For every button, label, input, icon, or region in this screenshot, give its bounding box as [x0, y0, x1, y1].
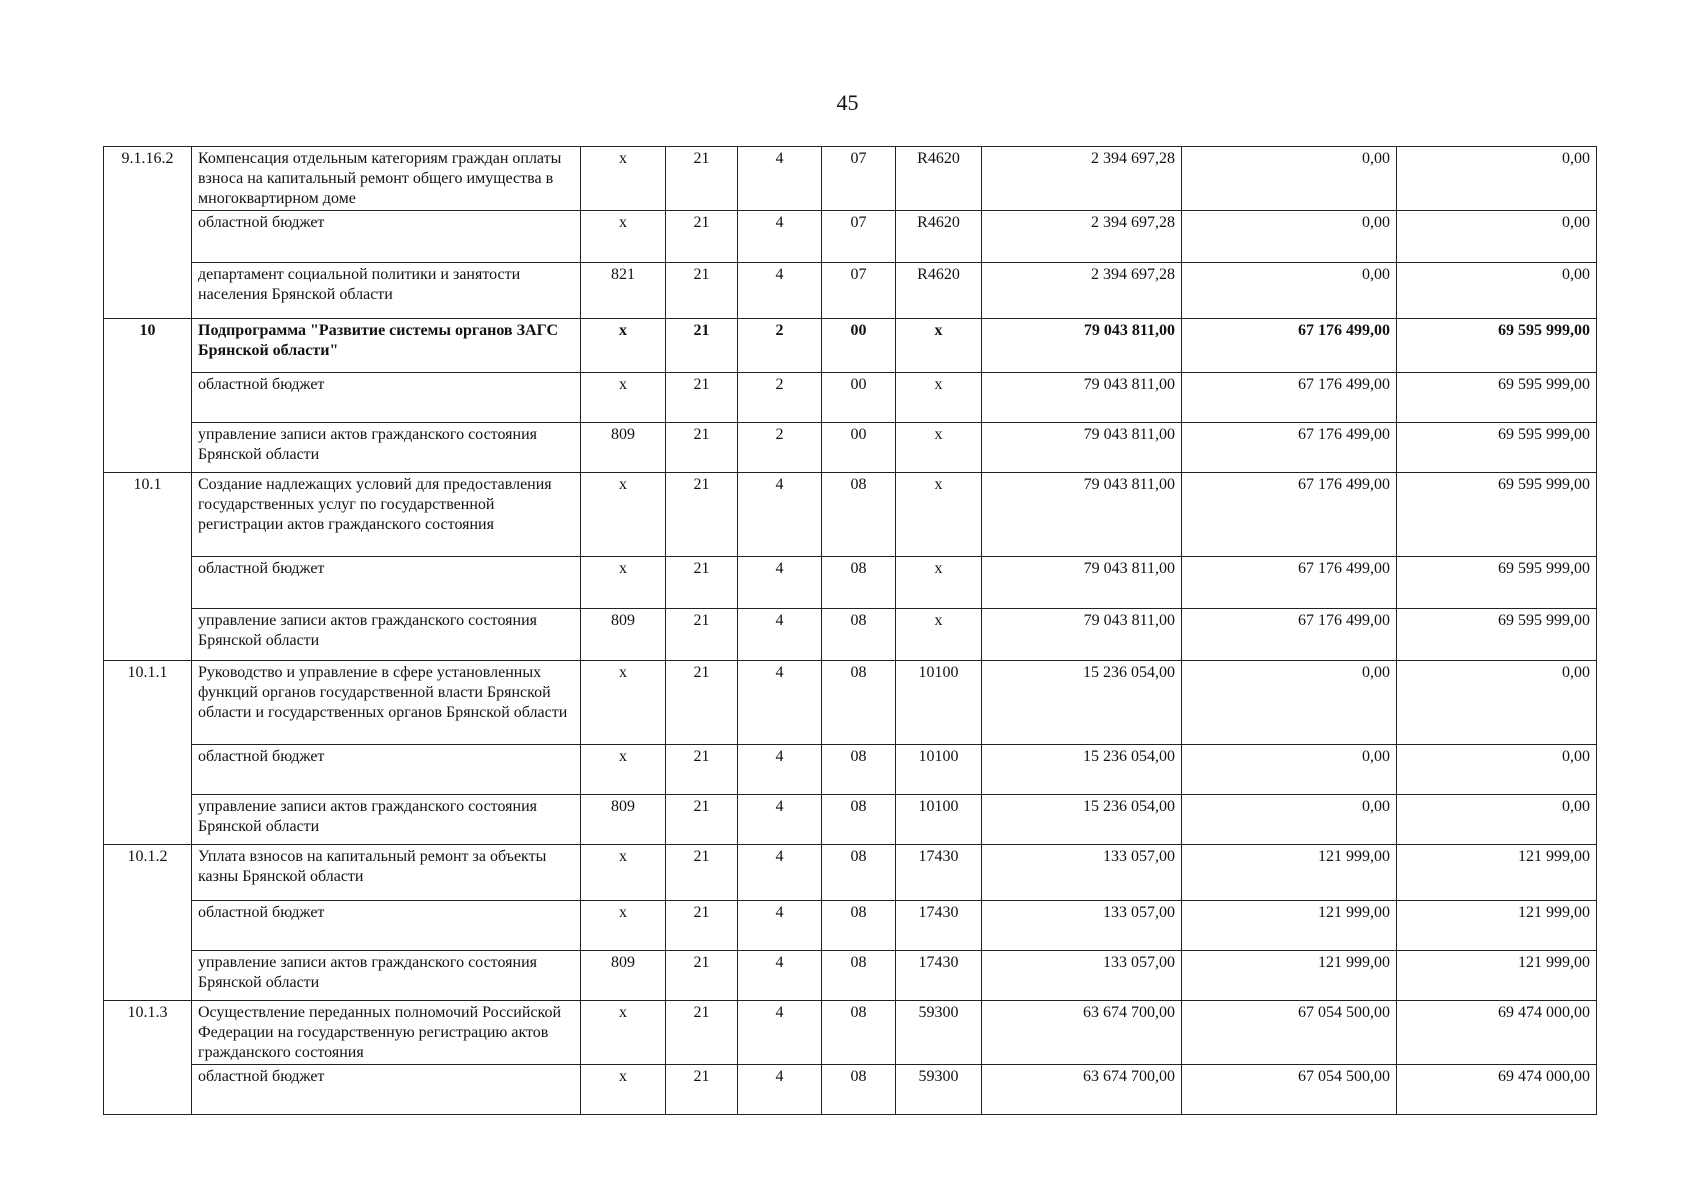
amount-cell: 69 474 000,00 — [1397, 1065, 1597, 1115]
table-row — [104, 319, 1597, 373]
amount-cell: 0,00 — [1397, 147, 1597, 211]
code-cell: R4620 — [896, 263, 982, 319]
code-cell: х — [896, 319, 982, 373]
amount-cell: 69 595 999,00 — [1397, 473, 1597, 557]
code-cell: 4 — [738, 211, 822, 263]
grbs-cell: 809 — [581, 795, 666, 845]
grbs-cell: х — [581, 745, 666, 795]
code-cell: 21 — [666, 423, 738, 473]
code-cell: 4 — [738, 263, 822, 319]
table-body — [104, 147, 1597, 1115]
amount-cell: 67 176 499,00 — [1182, 609, 1397, 661]
code-cell: 10100 — [896, 795, 982, 845]
code-cell: 21 — [666, 845, 738, 901]
code-cell: 59300 — [896, 1001, 982, 1065]
amount-cell: 121 999,00 — [1397, 951, 1597, 1001]
code-cell: 21 — [666, 901, 738, 951]
amount-cell: 79 043 811,00 — [982, 473, 1182, 557]
amount-cell: 67 054 500,00 — [1182, 1001, 1397, 1065]
amount-cell: 69 595 999,00 — [1397, 319, 1597, 373]
code-cell: 08 — [822, 1065, 896, 1115]
item-name: областной бюджет — [192, 901, 581, 951]
code-cell: х — [896, 373, 982, 423]
item-name: областной бюджет — [192, 557, 581, 609]
table-row — [104, 211, 1597, 263]
grbs-cell: х — [581, 211, 666, 263]
code-cell: 17430 — [896, 901, 982, 951]
code-cell: 17430 — [896, 951, 982, 1001]
amount-cell: 69 595 999,00 — [1397, 609, 1597, 661]
table-row — [104, 661, 1597, 745]
item-name: областной бюджет — [192, 1065, 581, 1115]
code-cell: 4 — [738, 473, 822, 557]
code-cell: 08 — [822, 795, 896, 845]
item-name: управление записи актов гражданского состояния Брянской области — [192, 951, 581, 1001]
code-cell: 08 — [822, 609, 896, 661]
item-name: Компенсация отдельным категориям граждан оплаты взноса на капитальный ремонт общего имущества в многоквартирном доме — [192, 147, 581, 211]
amount-cell: 0,00 — [1182, 795, 1397, 845]
code-cell: х — [896, 473, 982, 557]
amount-cell: 69 474 000,00 — [1397, 1001, 1597, 1065]
item-name: Осуществление переданных полномочий Российской Федерации на государственную регистрацию актов гражданского состояния — [192, 1001, 581, 1065]
table-row — [104, 557, 1597, 609]
table-row — [104, 147, 1597, 211]
code-cell: 00 — [822, 423, 896, 473]
table-row — [104, 901, 1597, 951]
code-cell: 4 — [738, 951, 822, 1001]
code-cell: 10100 — [896, 661, 982, 745]
code-cell: х — [896, 557, 982, 609]
amount-cell: 67 176 499,00 — [1182, 373, 1397, 423]
code-cell: 4 — [738, 147, 822, 211]
code-cell: 4 — [738, 1065, 822, 1115]
code-cell: 21 — [666, 1001, 738, 1065]
amount-cell: 133 057,00 — [982, 901, 1182, 951]
code-cell: 07 — [822, 147, 896, 211]
amount-cell: 67 054 500,00 — [1182, 1065, 1397, 1115]
code-cell: 4 — [738, 557, 822, 609]
amount-cell: 67 176 499,00 — [1182, 319, 1397, 373]
amount-cell: 0,00 — [1182, 211, 1397, 263]
code-cell: х — [896, 609, 982, 661]
row-number: 10.1 — [104, 473, 192, 661]
amount-cell: 15 236 054,00 — [982, 661, 1182, 745]
amount-cell: 0,00 — [1397, 795, 1597, 845]
code-cell: 4 — [738, 845, 822, 901]
code-cell: 07 — [822, 263, 896, 319]
code-cell: 21 — [666, 319, 738, 373]
budget-table — [103, 146, 1597, 1115]
table-row — [104, 373, 1597, 423]
code-cell: 17430 — [896, 845, 982, 901]
amount-cell: 133 057,00 — [982, 845, 1182, 901]
code-cell: 10100 — [896, 745, 982, 795]
code-cell: 08 — [822, 1001, 896, 1065]
item-name: управление записи актов гражданского состояния Брянской области — [192, 609, 581, 661]
code-cell: 08 — [822, 951, 896, 1001]
row-number: 10.1.3 — [104, 1001, 192, 1115]
amount-cell: 79 043 811,00 — [982, 557, 1182, 609]
amount-cell: 121 999,00 — [1182, 845, 1397, 901]
code-cell: 21 — [666, 1065, 738, 1115]
table-row — [104, 473, 1597, 557]
amount-cell: 0,00 — [1182, 745, 1397, 795]
code-cell: 08 — [822, 901, 896, 951]
code-cell: 08 — [822, 661, 896, 745]
amount-cell: 121 999,00 — [1397, 845, 1597, 901]
item-name: областной бюджет — [192, 745, 581, 795]
item-name: Подпрограмма "Развитие системы органов ЗАГС Брянской области" — [192, 319, 581, 373]
amount-cell: 63 674 700,00 — [982, 1001, 1182, 1065]
amount-cell: 67 176 499,00 — [1182, 473, 1397, 557]
code-cell: 4 — [738, 745, 822, 795]
code-cell: 21 — [666, 147, 738, 211]
code-cell: 4 — [738, 609, 822, 661]
amount-cell: 69 595 999,00 — [1397, 423, 1597, 473]
table-row — [104, 795, 1597, 845]
code-cell: 21 — [666, 609, 738, 661]
grbs-cell: х — [581, 1065, 666, 1115]
amount-cell: 0,00 — [1182, 661, 1397, 745]
amount-cell: 15 236 054,00 — [982, 795, 1182, 845]
amount-cell: 0,00 — [1182, 147, 1397, 211]
code-cell: 21 — [666, 795, 738, 845]
code-cell: 08 — [822, 473, 896, 557]
amount-cell: 0,00 — [1397, 745, 1597, 795]
amount-cell: 0,00 — [1397, 263, 1597, 319]
table-row — [104, 423, 1597, 473]
code-cell: 08 — [822, 557, 896, 609]
amount-cell: 63 674 700,00 — [982, 1065, 1182, 1115]
code-cell: 00 — [822, 373, 896, 423]
amount-cell: 69 595 999,00 — [1397, 373, 1597, 423]
amount-cell: 67 176 499,00 — [1182, 557, 1397, 609]
code-cell: 4 — [738, 901, 822, 951]
grbs-cell: 821 — [581, 263, 666, 319]
amount-cell: 0,00 — [1397, 211, 1597, 263]
grbs-cell: 809 — [581, 951, 666, 1001]
table-row — [104, 609, 1597, 661]
code-cell: 2 — [738, 319, 822, 373]
table-row — [104, 845, 1597, 901]
code-cell: 21 — [666, 951, 738, 1001]
code-cell: 00 — [822, 319, 896, 373]
item-name: Создание надлежащих условий для предоставления государственных услуг по государственной регистрации актов гражданского состояния — [192, 473, 581, 557]
code-cell: 4 — [738, 661, 822, 745]
grbs-cell: х — [581, 473, 666, 557]
code-cell: 08 — [822, 745, 896, 795]
amount-cell: 121 999,00 — [1182, 951, 1397, 1001]
item-name: областной бюджет — [192, 211, 581, 263]
grbs-cell: х — [581, 373, 666, 423]
amount-cell: 79 043 811,00 — [982, 609, 1182, 661]
amount-cell: 133 057,00 — [982, 951, 1182, 1001]
item-name: Уплата взносов на капитальный ремонт за объекты казны Брянской области — [192, 845, 581, 901]
code-cell: 21 — [666, 661, 738, 745]
amount-cell: 67 176 499,00 — [1182, 423, 1397, 473]
item-name: Руководство и управление в сфере установленных функций органов государственной власти Брянской области и государственных органов Брянской области — [192, 661, 581, 745]
code-cell: 07 — [822, 211, 896, 263]
table-row — [104, 1001, 1597, 1065]
code-cell: 2 — [738, 423, 822, 473]
code-cell: 21 — [666, 263, 738, 319]
amount-cell: 79 043 811,00 — [982, 423, 1182, 473]
amount-cell: 15 236 054,00 — [982, 745, 1182, 795]
amount-cell: 2 394 697,28 — [982, 147, 1182, 211]
code-cell: х — [896, 423, 982, 473]
code-cell: R4620 — [896, 147, 982, 211]
amount-cell: 69 595 999,00 — [1397, 557, 1597, 609]
code-cell: 2 — [738, 373, 822, 423]
grbs-cell: х — [581, 845, 666, 901]
grbs-cell: х — [581, 557, 666, 609]
code-cell: 21 — [666, 745, 738, 795]
amount-cell: 0,00 — [1182, 263, 1397, 319]
item-name: областной бюджет — [192, 373, 581, 423]
grbs-cell: х — [581, 319, 666, 373]
amount-cell: 79 043 811,00 — [982, 373, 1182, 423]
amount-cell: 121 999,00 — [1397, 901, 1597, 951]
grbs-cell: х — [581, 901, 666, 951]
amount-cell: 2 394 697,28 — [982, 211, 1182, 263]
code-cell: 21 — [666, 211, 738, 263]
code-cell: 21 — [666, 557, 738, 609]
amount-cell: 2 394 697,28 — [982, 263, 1182, 319]
table-row — [104, 951, 1597, 1001]
code-cell: 21 — [666, 473, 738, 557]
grbs-cell: х — [581, 661, 666, 745]
grbs-cell: х — [581, 1001, 666, 1065]
grbs-cell: х — [581, 147, 666, 211]
code-cell: 4 — [738, 1001, 822, 1065]
item-name: управление записи актов гражданского состояния Брянской области — [192, 795, 581, 845]
item-name: управление записи актов гражданского состояния Брянской области — [192, 423, 581, 473]
code-cell: 21 — [666, 373, 738, 423]
table-row — [104, 1065, 1597, 1115]
row-number: 10.1.1 — [104, 661, 192, 845]
row-number: 10 — [104, 319, 192, 473]
code-cell: R4620 — [896, 211, 982, 263]
amount-cell: 121 999,00 — [1182, 901, 1397, 951]
row-number: 9.1.16.2 — [104, 147, 192, 319]
amount-cell: 0,00 — [1397, 661, 1597, 745]
code-cell: 08 — [822, 845, 896, 901]
code-cell: 59300 — [896, 1065, 982, 1115]
row-number: 10.1.2 — [104, 845, 192, 1001]
table-row — [104, 745, 1597, 795]
grbs-cell: 809 — [581, 609, 666, 661]
table-row — [104, 263, 1597, 319]
code-cell: 4 — [738, 795, 822, 845]
grbs-cell: 809 — [581, 423, 666, 473]
item-name: департамент социальной политики и занятости населения Брянской области — [192, 263, 581, 319]
page-number: 45 — [836, 90, 859, 115]
amount-cell: 79 043 811,00 — [982, 319, 1182, 373]
